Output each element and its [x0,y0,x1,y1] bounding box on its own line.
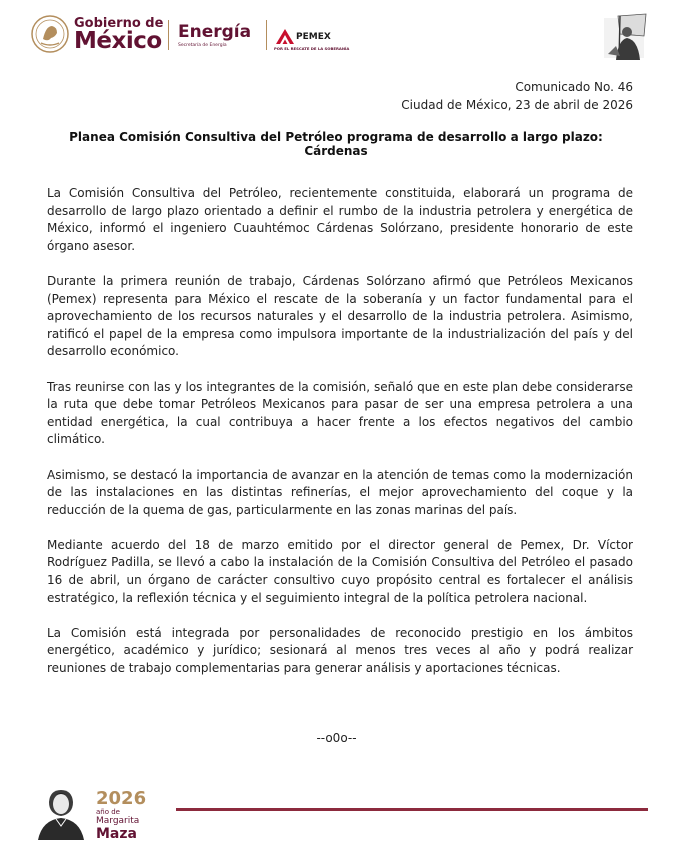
press-release-title: Planea Comisión Consultiva del Petróleo programa de desarrollo a largo plazo: Cárdenas [69,130,603,158]
press-release-meta [401,79,633,114]
body-paragraph: La Comisión está integrada por personalidades de reconocido prestigio en los ámbitos energético, académico y jurídico; sesionará al menos tres veces al año y podrá realizar reuniones de trabajo complementarias para generar análisis y aportaciones técnicas. [47,625,633,676]
mexico-eagle-seal-icon [30,14,70,54]
logo-divider [266,20,267,50]
closing-mark: --o0o-- [316,731,357,745]
energia-sublabel: Secretaría de Energía [178,43,227,48]
hero-figure-flag-icon [596,10,650,64]
header-logos [30,12,650,60]
body-paragraph: La Comisión Consultiva del Petróleo, recientemente constituida, elaborará un programa de desarrollo de largo plazo orientado a definir el rumbo de la industria petrolera y energética de México, informó el ingeniero Cuauhtémoc Cárdenas Solórzano, presidente honorario de este órgano asesor. [47,186,633,253]
honoree-first-name: Margarita [96,816,140,826]
energia-label: Energía [178,22,252,42]
year-label: 2026 [96,788,147,809]
communique-number: Comunicado No. 46 [515,80,633,94]
margarita-maza-portrait-icon [32,786,90,840]
footer-divider [176,808,648,811]
body-paragraph: Mediante acuerdo del 18 de marzo emitido por el director general de Pemex, Dr. Víctor Rodríguez Padilla, se llevó a cabo la instalación de la Comisión Consultiva del Petróleo el pasado 16 de abril, un órgano de carácter consultivo cuyo propósito central es fortalecer el análisis estratégico, la reflexión técnica y el seguimiento integral de la política petrolera nacional. [47,537,633,605]
place-date: Ciudad de México, 23 de abril de 2026 [401,97,633,112]
year-of-label: año de [96,808,120,816]
mexico-label: México [74,28,162,54]
body-paragraph: Durante la primera reunión de trabajo, Cárdenas Solórzano afirmó que Petróleos Mexicanos (Pemex) representa para México el rescate de la soberanía y un factor fundamental para el aprovechamiento de los recursos naturales y el desarrollo de la industria petrolera. Asimismo, ratificó el papel de la empresa como impulsora importante de la industrialización del país y del desarrollo económico. [47,273,633,359]
pemex-label: PEMEX [296,32,331,42]
body-paragraph: Tras reunirse con las y los integrantes de la comisión, señaló que en este plan debe considerarse la ruta que debe tomar Petróleos Mexicanos para pasar de ser una empresa petrolera a una entidad energética, la cual contribuya a hacer frente a los efectos negativos del cambio climático. [47,379,633,447]
pemex-logo-icon [274,26,296,48]
pemex-tagline: POR EL RESCATE DE LA SOBERANÍA [274,46,350,51]
press-release-body [47,185,633,695]
gobierno-label: Gobierno de [74,16,164,31]
body-paragraph: Asimismo, se destacó la importancia de avanzar en la atención de temas como la modernización de las instalaciones en las distintas refinerías, el mejor aprovechamiento del coque y la reducción de la quema de gas, particularmente en las zonas marinas del país. [47,467,633,517]
honoree-last-name: Maza [96,826,137,842]
logo-divider [168,20,169,50]
